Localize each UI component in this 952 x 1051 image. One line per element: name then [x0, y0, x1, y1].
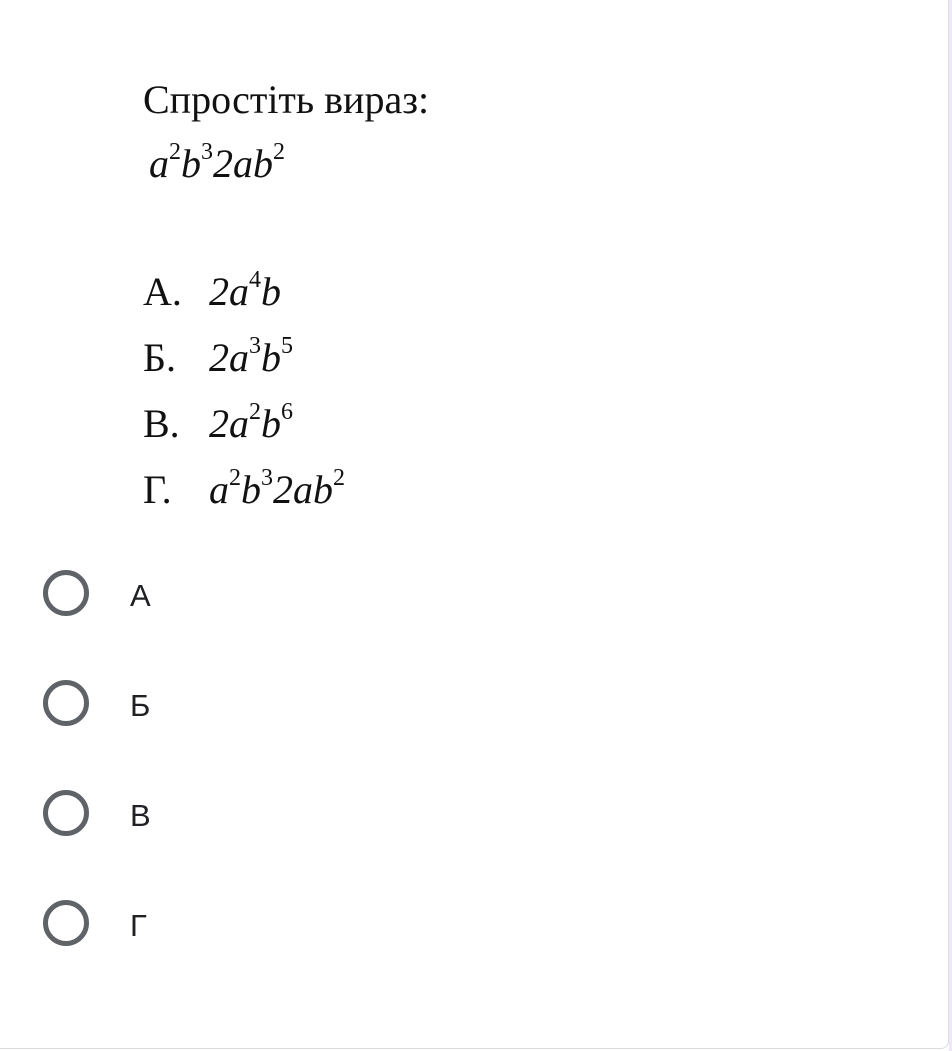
choice-label[interactable]: Г	[130, 908, 147, 943]
radio-button-icon[interactable]	[43, 570, 89, 616]
choice-label[interactable]: А	[130, 578, 151, 613]
option-expression: $a^2b^32ab^2$	[209, 465, 345, 512]
choice-b[interactable]	[0, 655, 940, 765]
option-expression: $2a^2b^6$	[209, 399, 293, 446]
option-line-c	[143, 400, 293, 447]
question-expression	[149, 140, 285, 187]
option-line-a	[143, 268, 281, 315]
expr-var: a	[149, 141, 169, 186]
expr-term: 2ab	[213, 141, 273, 186]
option-letter: Б.	[143, 335, 176, 380]
choice-label[interactable]: Б	[130, 688, 151, 723]
question-prompt: Спростіть вираз:	[143, 77, 430, 122]
option-letter: А.	[143, 269, 182, 314]
radio-button-icon[interactable]	[43, 900, 89, 946]
choice-g[interactable]	[0, 875, 940, 985]
option-letter: Г.	[143, 467, 172, 512]
expr-var: b	[181, 141, 201, 186]
option-expression: $2a^4b$	[209, 267, 281, 314]
radio-button-icon[interactable]	[43, 790, 89, 836]
option-letter: В.	[143, 401, 180, 446]
answer-choices	[0, 545, 940, 985]
choice-v[interactable]	[0, 765, 940, 875]
expr-exp: 2	[273, 139, 285, 165]
choice-label[interactable]: В	[130, 798, 151, 833]
option-expression: $2a^3b^5$	[209, 333, 293, 380]
choice-a[interactable]	[0, 545, 940, 655]
option-line-b	[143, 334, 293, 381]
expr-exp: 2	[169, 139, 181, 165]
option-line-d	[143, 466, 345, 513]
radio-button-icon[interactable]	[43, 680, 89, 726]
expr-exp: 3	[201, 139, 213, 165]
question-image	[143, 70, 563, 530]
